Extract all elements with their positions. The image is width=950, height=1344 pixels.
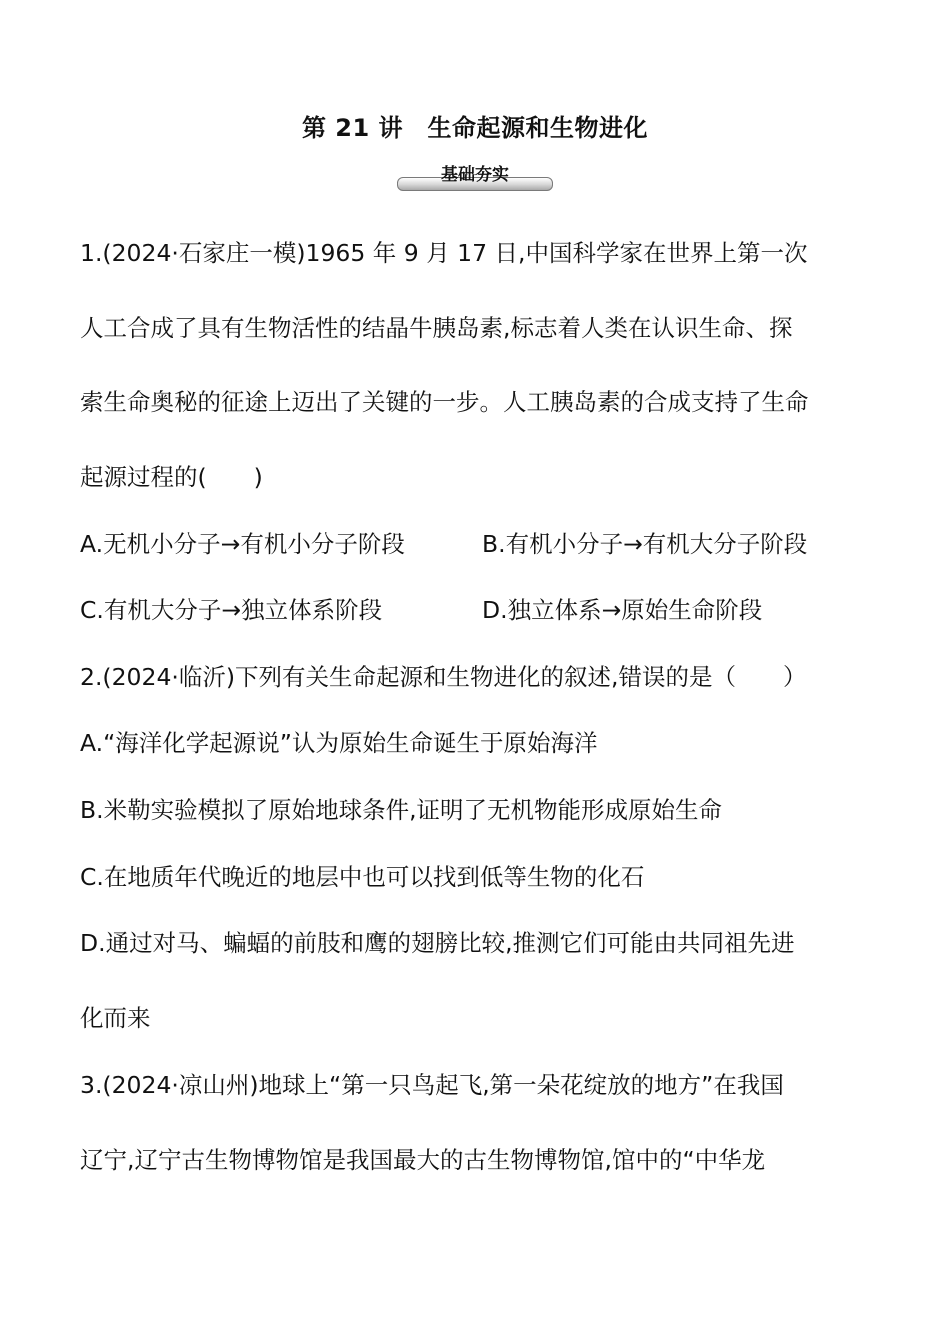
q1-line-4: 起源过程的( ) xyxy=(80,463,263,491)
q1-option-b: B.有机小分子→有机大分子阶段 xyxy=(482,530,808,558)
q1-option-c: C.有机大分子→独立体系阶段 xyxy=(80,596,383,624)
section-badge xyxy=(397,164,553,192)
page-title: 第 21 讲 生命起源和生物进化 xyxy=(301,114,649,142)
q1-line-2: 人工合成了具有生物活性的结晶牛胰岛素,标志着人类在认识生命、探 xyxy=(80,314,793,342)
q2-option-d-line-1: D.通过对马、蝙蝠的前肢和鹰的翅膀比较,推测它们可能由共同祖先进 xyxy=(80,929,795,957)
q1-option-d: D.独立体系→原始生命阶段 xyxy=(482,596,763,624)
q1-line-3: 索生命奥秘的征途上迈出了关键的一步。人工胰岛素的合成支持了生命 xyxy=(80,388,809,416)
q1-option-a: A.无机小分子→有机小分子阶段 xyxy=(80,530,405,558)
q2-option-d-line-2: 化而来 xyxy=(80,1004,151,1032)
q3-line-2: 辽宁,辽宁古生物博物馆是我国最大的古生物博物馆,馆中的“中华龙 xyxy=(80,1146,766,1174)
q2-option-a: A.“海洋化学起源说”认为原始生命诞生于原始海洋 xyxy=(80,729,598,757)
q1-line-1: 1.(2024·石家庄一模)1965 年 9 月 17 日,中国科学家在世界上第一次 xyxy=(80,239,808,267)
q2-stem: 2.(2024·临沂)下列有关生命起源和生物进化的叙述,错误的是（ ） xyxy=(80,663,807,691)
q3-line-1: 3.(2024·凉山州)地球上“第一只鸟起飞,第一朵花绽放的地方”在我国 xyxy=(80,1071,784,1099)
q2-option-c: C.在地质年代晚近的地层中也可以找到低等生物的化石 xyxy=(80,863,645,891)
section-badge-label: 基础夯实 xyxy=(441,165,509,185)
q2-option-b: B.米勒实验模拟了原始地球条件,证明了无机物能形成原始生命 xyxy=(80,796,723,824)
